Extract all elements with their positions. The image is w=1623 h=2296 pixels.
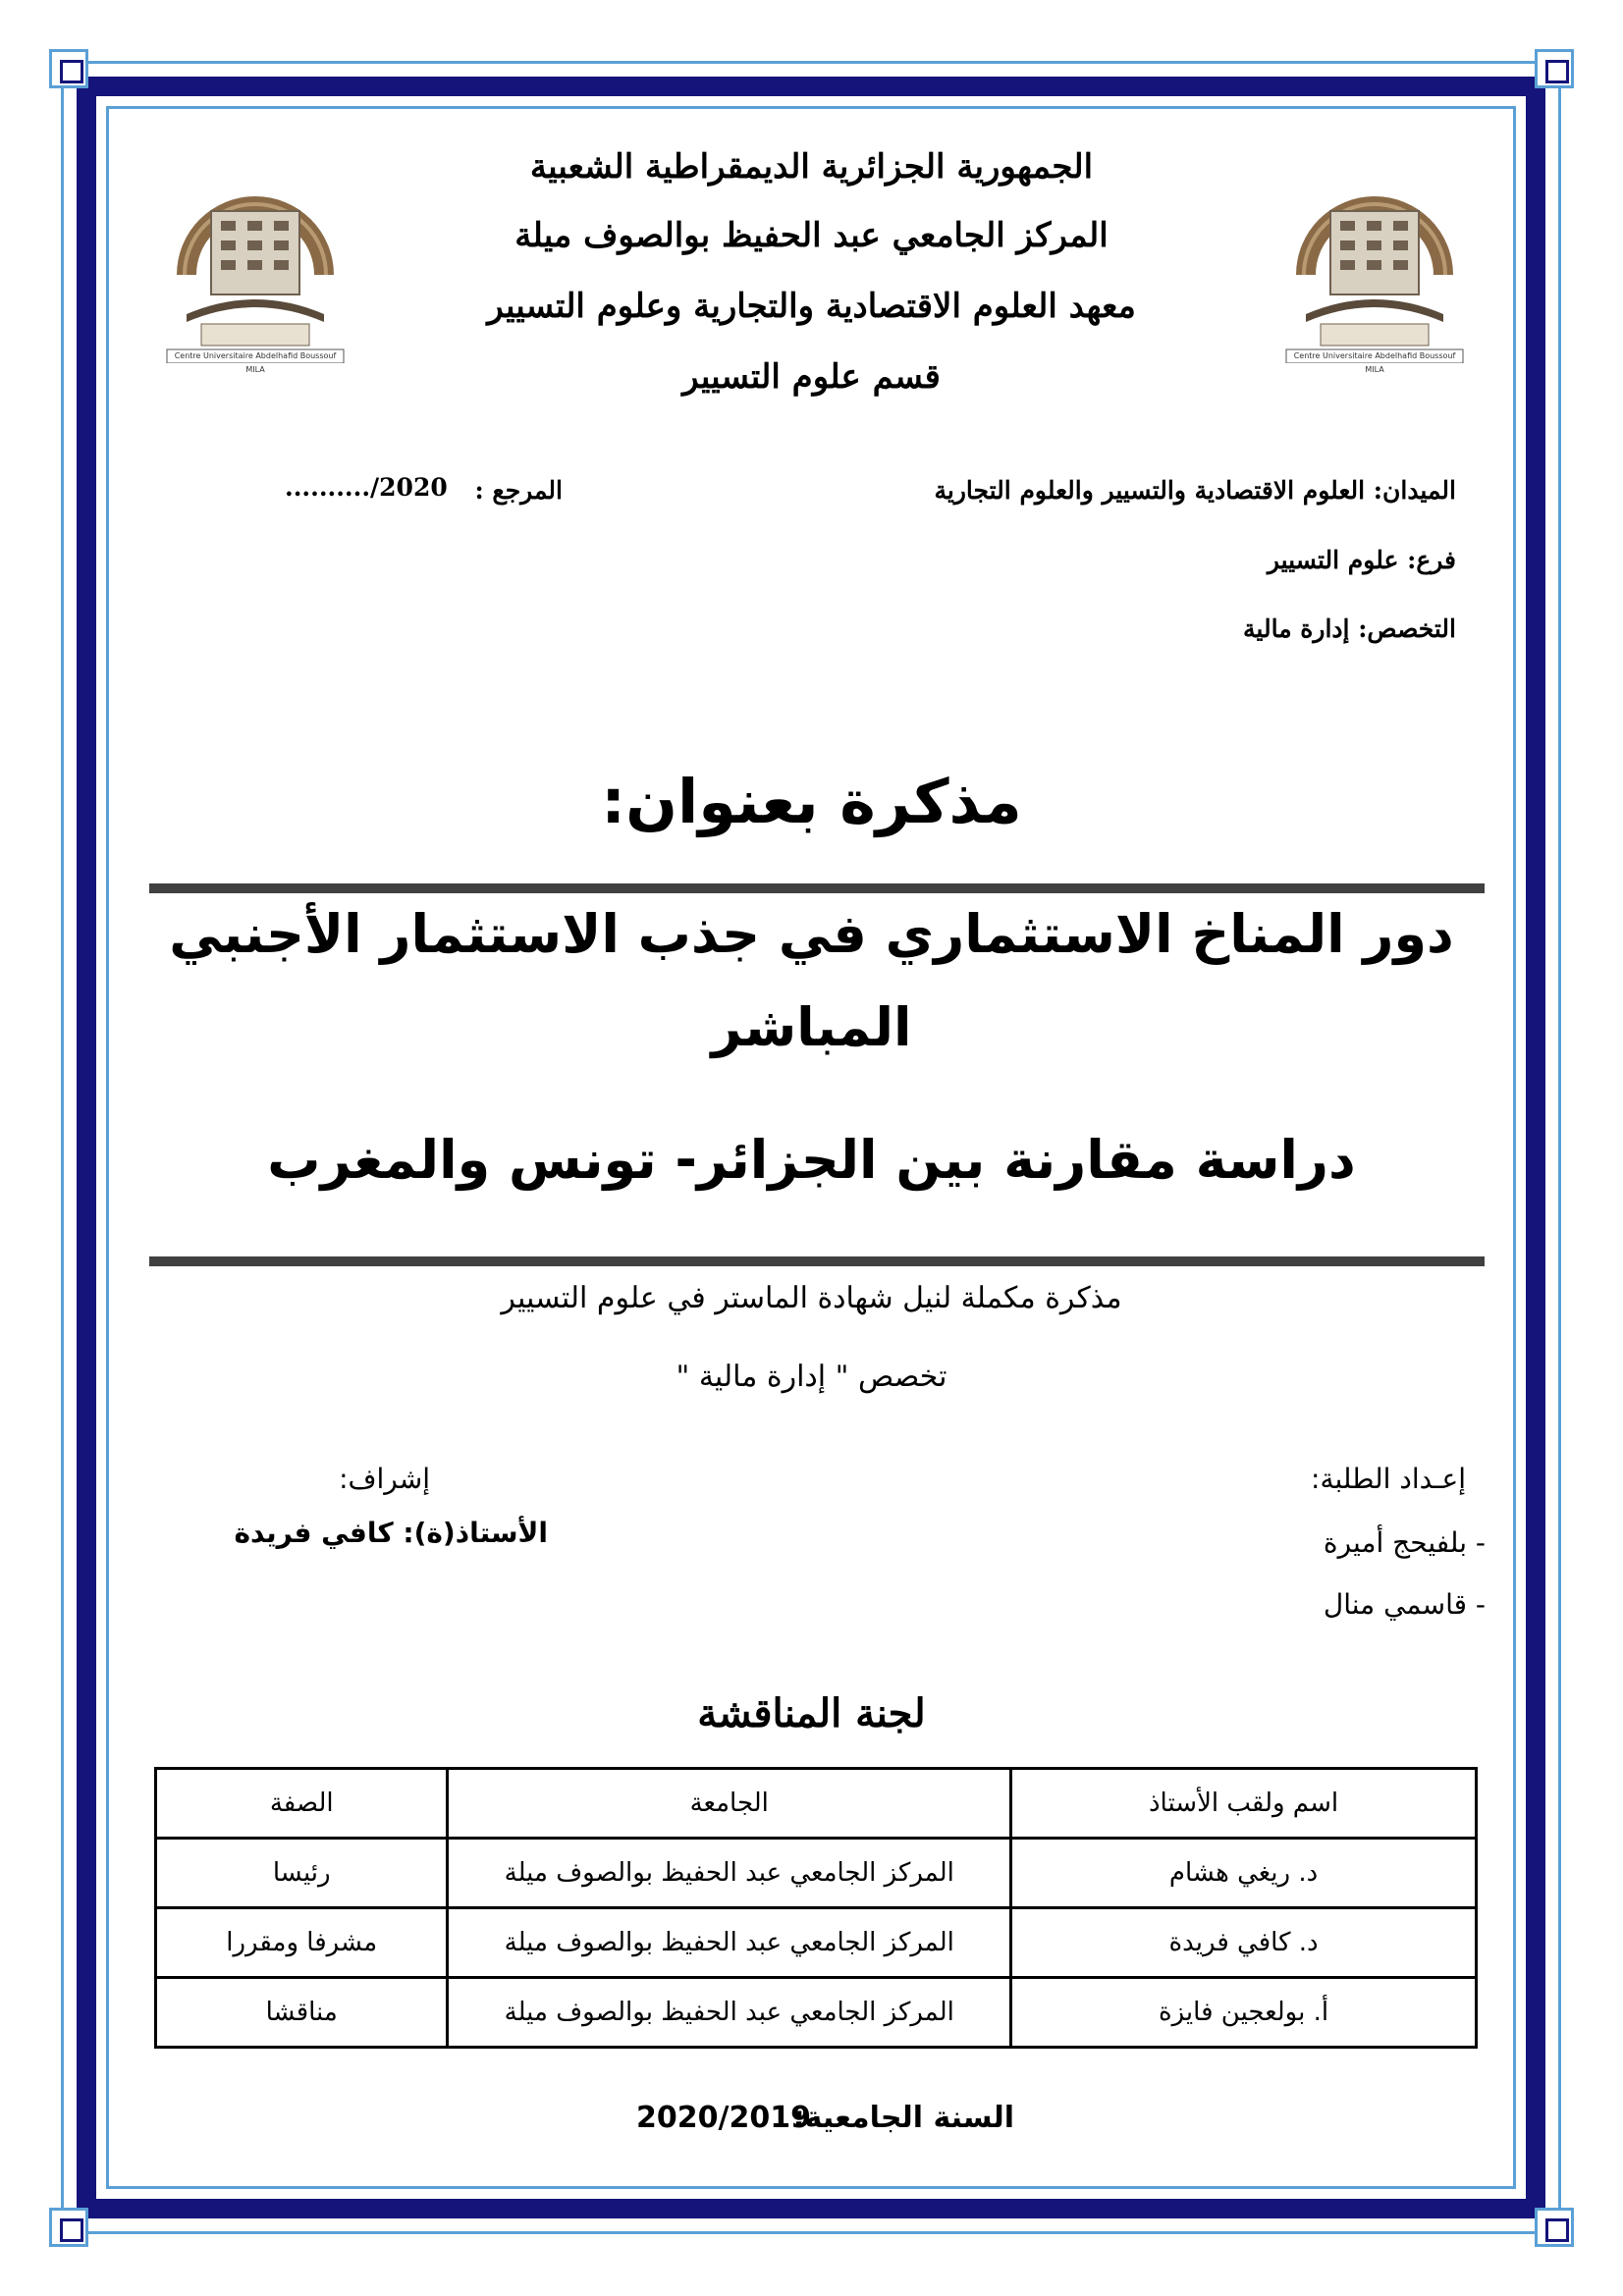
student-item: - بلفيحج أميرة — [1323, 1526, 1486, 1559]
table-cell-university: المركز الجامعي عبد الحفيظ بوالصوف ميلة — [448, 1908, 1011, 1978]
university-logo-left — [157, 167, 353, 374]
memo-subtitle-specialty: تخصص " إدارة مالية " — [676, 1360, 947, 1394]
thesis-title-line1: دور المناخ الاستثماري في جذب الاستثمار الأجنبي — [169, 903, 1454, 965]
supervisor-name: الأستاذ(ة): كافي فريدة — [234, 1517, 548, 1549]
academic-year-label: السنة الجامعية: — [792, 2101, 1014, 2135]
table-row — [156, 1839, 1477, 1908]
title-rule-bottom — [149, 1256, 1485, 1266]
supervisor-label: إشراف: — [339, 1463, 430, 1495]
table-header-cell: الصفة — [156, 1769, 448, 1839]
table-cell-name: د. ريغي هشام — [1011, 1839, 1477, 1908]
table-header-cell: اسم ولقب الأستاذ — [1011, 1769, 1477, 1839]
logo-caption-right: Centre Universitaire Abdelhafid Boussouf MILA — [1293, 351, 1456, 374]
table-row — [156, 1908, 1477, 1978]
header-country: الجمهورية الجزائرية الديمقراطية الشعبية — [529, 147, 1094, 187]
thesis-title-line2: المباشر — [711, 996, 912, 1058]
meta-reference-value: ........../2020 — [285, 473, 448, 502]
meta-specialty: التخصص: إدارة مالية — [1243, 614, 1456, 643]
table-cell-name: د. كافي فريدة — [1011, 1908, 1477, 1978]
header-institute: معهد العلوم الاقتصادية والتجارية وعلوم التسيير — [487, 287, 1136, 326]
table-cell-role: رئيسا — [156, 1839, 448, 1908]
thesis-title-line3: دراسة مقارنة بين الجزائر- تونس والمغرب — [267, 1129, 1356, 1191]
frame-corner-bottom-right — [1535, 2208, 1574, 2247]
table-header-row — [156, 1769, 1477, 1839]
memo-subtitle-degree: مذكرة مكملة لنيل شهادة الماستر في علوم التسيير — [501, 1281, 1122, 1315]
meta-branch: فرع: علوم التسيير — [1267, 546, 1456, 574]
academic-year-value: 2020/2019 — [636, 2101, 811, 2135]
table-cell-role: مشرفا ومقررا — [156, 1908, 448, 1978]
header-university: المركز الجامعي عبد الحفيظ بوالصوف ميلة — [514, 216, 1109, 255]
table-cell-university: المركز الجامعي عبد الحفيظ بوالصوف ميلة — [448, 1839, 1011, 1908]
header-department: قسم علوم التسيير — [682, 357, 941, 397]
university-logo-right — [1276, 167, 1473, 374]
frame-corner-bottom-left — [49, 2208, 88, 2247]
table-header-cell: الجامعة — [448, 1769, 1011, 1839]
committee-table — [154, 1767, 1478, 2049]
students-label: إعـداد الطلبة: — [1311, 1463, 1466, 1495]
meta-field: الميدان: العلوم الاقتصادية والتسيير والعلوم التجارية — [934, 476, 1456, 505]
frame-corner-top-right — [1535, 49, 1574, 88]
table-cell-university: المركز الجامعي عبد الحفيظ بوالصوف ميلة — [448, 1978, 1011, 2048]
committee-title: لجنة المناقشة — [697, 1690, 926, 1736]
title-rule-top — [149, 883, 1485, 893]
meta-reference-label: المرجع : — [474, 476, 563, 505]
memo-label: مذكرة بعنوان: — [601, 766, 1022, 837]
table-row — [156, 1978, 1477, 2048]
table-cell-name: أ. بولعجين فايزة — [1011, 1978, 1477, 2048]
logo-caption-left: Centre Universitaire Abdelhafid Boussouf MILA — [174, 351, 337, 374]
frame-corner-top-left — [49, 49, 88, 88]
table-cell-role: مناقشا — [156, 1978, 448, 2048]
student-item: - قاسمي منال — [1323, 1588, 1486, 1621]
